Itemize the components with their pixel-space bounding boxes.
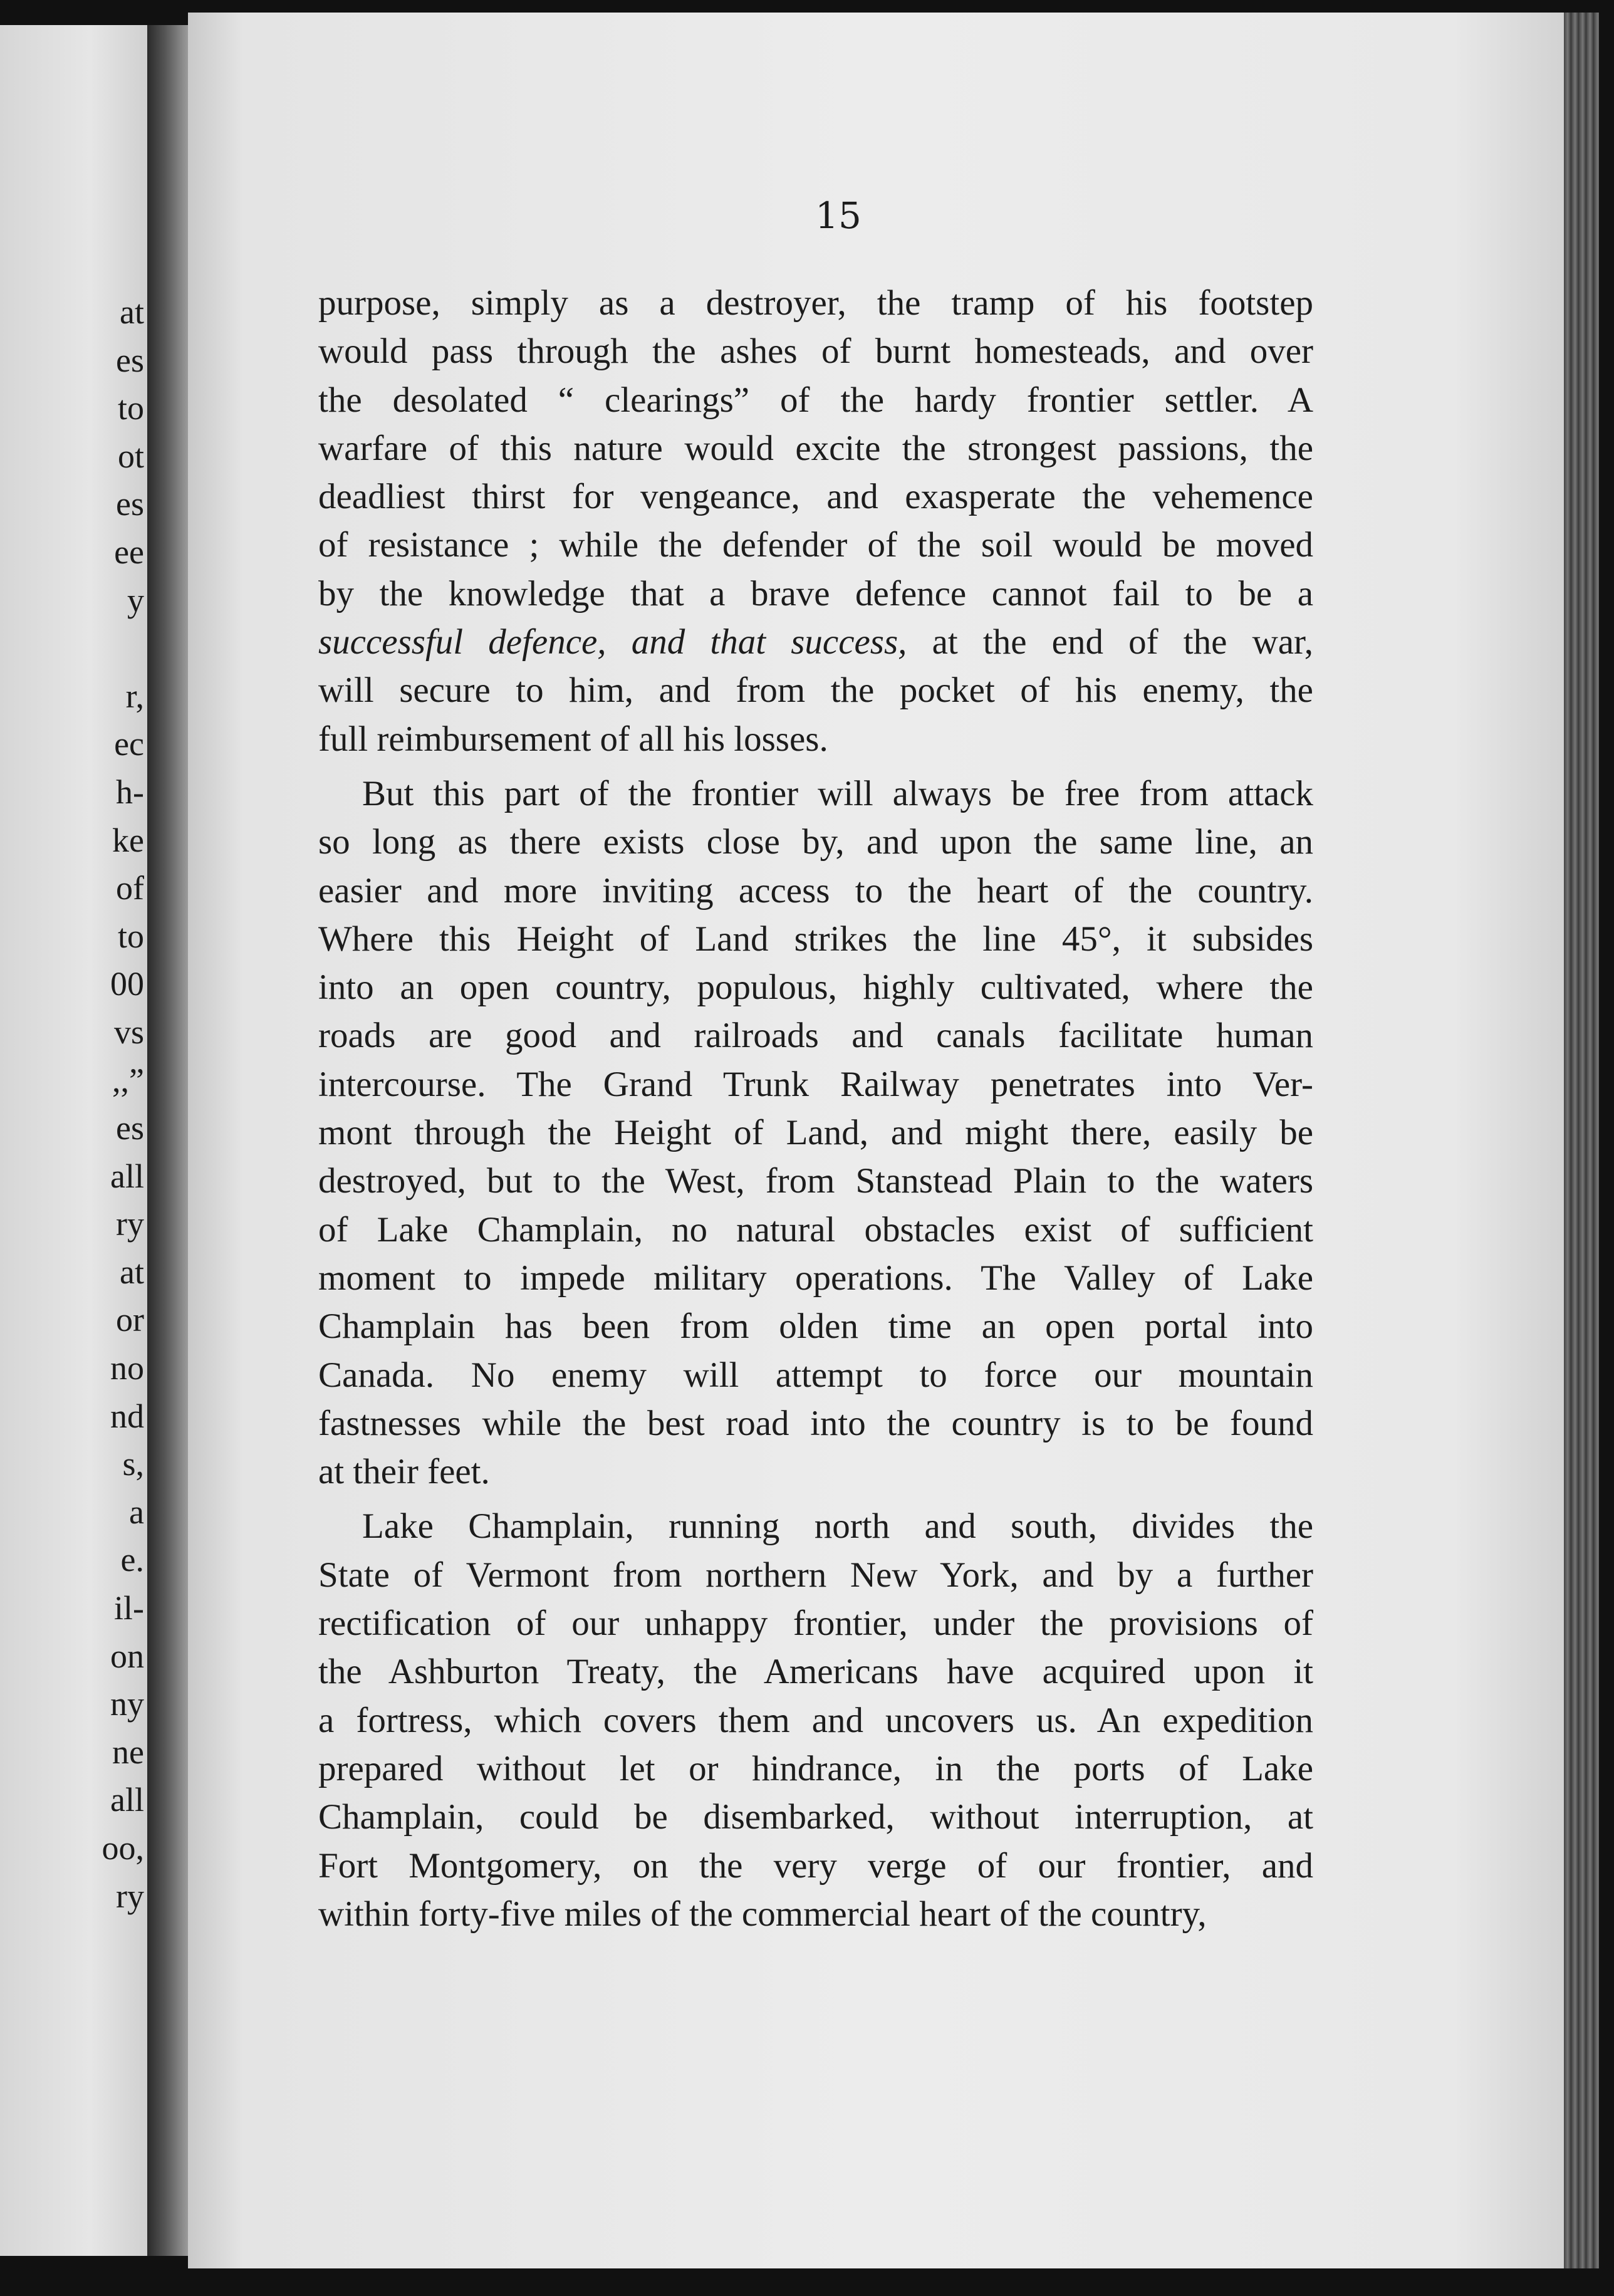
text-line: will secure to him, and from the pocket of his enemy, the bbox=[318, 671, 1313, 711]
facing-page-fragment: il- bbox=[114, 1589, 144, 1627]
facing-page-fragment: ,,” bbox=[112, 1061, 144, 1099]
book-edge bbox=[1564, 13, 1599, 2268]
facing-page-fragment: at bbox=[120, 1253, 144, 1291]
facing-page-fragment: ke bbox=[112, 821, 144, 859]
facing-page-fragment: oo, bbox=[102, 1829, 144, 1867]
facing-page-fragment: ot bbox=[117, 437, 144, 475]
text-line: Canada. No enemy will attempt to force our mountain bbox=[318, 1355, 1313, 1395]
text-line: mont through the Height of Land, and might there, easily be bbox=[318, 1113, 1313, 1153]
facing-page-fragment: ry bbox=[116, 1205, 144, 1243]
facing-page-fragment: on bbox=[110, 1637, 144, 1675]
facing-page-fragment: of bbox=[116, 869, 144, 907]
facing-page-fragment: es bbox=[116, 485, 144, 523]
text-line: warfare of this nature would excite the strongest passions, the bbox=[318, 428, 1313, 468]
facing-page-fragment: no bbox=[110, 1349, 144, 1387]
facing-page-fragment: y bbox=[127, 581, 144, 619]
facing-page-fragment: 00 bbox=[110, 965, 144, 1003]
text-line: of Lake Champlain, no natural obstacles exist of sufficient bbox=[318, 1209, 1313, 1250]
facing-page-fragment: s, bbox=[122, 1445, 144, 1483]
text-line: full reimbursement of all his losses. bbox=[318, 719, 828, 759]
text-line: Where this Height of Land strikes the line 45°, it subsides bbox=[318, 919, 1313, 959]
facing-page-fragment: es bbox=[116, 341, 144, 379]
text-line: But this part of the frontier will always be free from attack bbox=[362, 773, 1313, 813]
facing-page-fragment: ee bbox=[114, 533, 144, 571]
text-line: prepared without let or hindrance, in the ports of Lake bbox=[318, 1748, 1313, 1788]
text-line: Champlain has been from olden time an open portal into bbox=[318, 1307, 1313, 1347]
text-line: moment to impede military operations. The Valley of Lake bbox=[318, 1258, 1313, 1298]
facing-page-fragment: r, bbox=[125, 677, 144, 715]
facing-page-text-fragments bbox=[0, 288, 144, 1920]
text-line: intercourse. The Grand Trunk Railway penetrates into Ver- bbox=[318, 1064, 1313, 1104]
text-line: the desolated “ clearings” of the hardy frontier settler. A bbox=[318, 380, 1313, 420]
text-line: within forty-five miles of the commercial heart of the country, bbox=[318, 1894, 1207, 1934]
facing-page-fragment: ne bbox=[112, 1733, 144, 1771]
page-number: 15 bbox=[815, 194, 862, 237]
facing-page bbox=[0, 25, 150, 2256]
text-line: would pass through the ashes of burnt homesteads, and over bbox=[318, 331, 1313, 372]
paragraph bbox=[318, 770, 1313, 1496]
text-line: State of Vermont from northern New York, and by a further bbox=[318, 1555, 1313, 1595]
text-line: at their feet. bbox=[318, 1452, 490, 1492]
text-line: deadliest thirst for vengeance, and exasperate the vehemence bbox=[318, 477, 1313, 517]
text-line: rectification of our unhappy frontier, under the provisions of bbox=[318, 1604, 1313, 1644]
facing-page-fragment: e. bbox=[120, 1541, 144, 1579]
facing-page-fragment: h- bbox=[116, 773, 144, 811]
facing-page-fragment: all bbox=[110, 1781, 144, 1819]
text-line: easier and more inviting access to the heart of the country. bbox=[318, 870, 1313, 911]
facing-page-fragment: ny bbox=[110, 1685, 144, 1723]
text-line: Fort Montgomery, on the very verge of our frontier, and bbox=[318, 1845, 1313, 1886]
book-page bbox=[188, 13, 1564, 2268]
facing-page-fragment: es bbox=[116, 1109, 144, 1147]
facing-page-fragment: nd bbox=[110, 1397, 144, 1435]
italic-emphasis: successful defence, and that success, bbox=[318, 622, 907, 662]
text-line: of resistance ; while the defender of the soil would be moved bbox=[318, 525, 1313, 565]
facing-page-fragment: all bbox=[110, 1157, 144, 1195]
paragraph bbox=[318, 279, 1313, 763]
text-line: fastnesses while the best road into the country is to be found bbox=[318, 1403, 1313, 1443]
text-line: by the knowledge that a brave defence cannot fail to be a bbox=[318, 573, 1313, 613]
facing-page-fragment bbox=[0, 624, 144, 672]
text-line: so long as there exists close by, and upon the same line, an bbox=[318, 822, 1313, 862]
text-line: successful defence, and that success, at the end of the war, bbox=[318, 622, 1313, 662]
facing-page-fragment: vs bbox=[113, 1013, 144, 1051]
facing-page-fragment: to bbox=[117, 917, 144, 955]
paragraph bbox=[318, 1502, 1313, 1938]
text-line: the Ashburton Treaty, the Americans have acquired upon it bbox=[318, 1652, 1313, 1692]
facing-page-fragment: ry bbox=[116, 1877, 144, 1915]
facing-page-fragment: to bbox=[117, 389, 144, 427]
text-line: roads are good and railroads and canals facilitate human bbox=[318, 1016, 1313, 1056]
facing-page-fragment: at bbox=[120, 293, 144, 331]
facing-page-fragment: ec bbox=[114, 725, 144, 763]
body-text bbox=[318, 279, 1313, 1944]
text-line: destroyed, but to the West, from Stanstead Plain to the waters bbox=[318, 1161, 1313, 1201]
text-line: Champlain, could be disembarked, without interruption, at bbox=[318, 1797, 1313, 1837]
text-line: into an open country, populous, highly cultivated, where the bbox=[318, 968, 1313, 1008]
facing-page-fragment: a bbox=[129, 1493, 144, 1531]
text-line: Lake Champlain, running north and south, divides the bbox=[362, 1506, 1313, 1547]
facing-page-fragment: or bbox=[116, 1301, 144, 1339]
text-line: a fortress, which covers them and uncovers us. An expedition bbox=[318, 1700, 1313, 1740]
text-line: purpose, simply as a destroyer, the tramp of his footstep bbox=[318, 283, 1313, 323]
